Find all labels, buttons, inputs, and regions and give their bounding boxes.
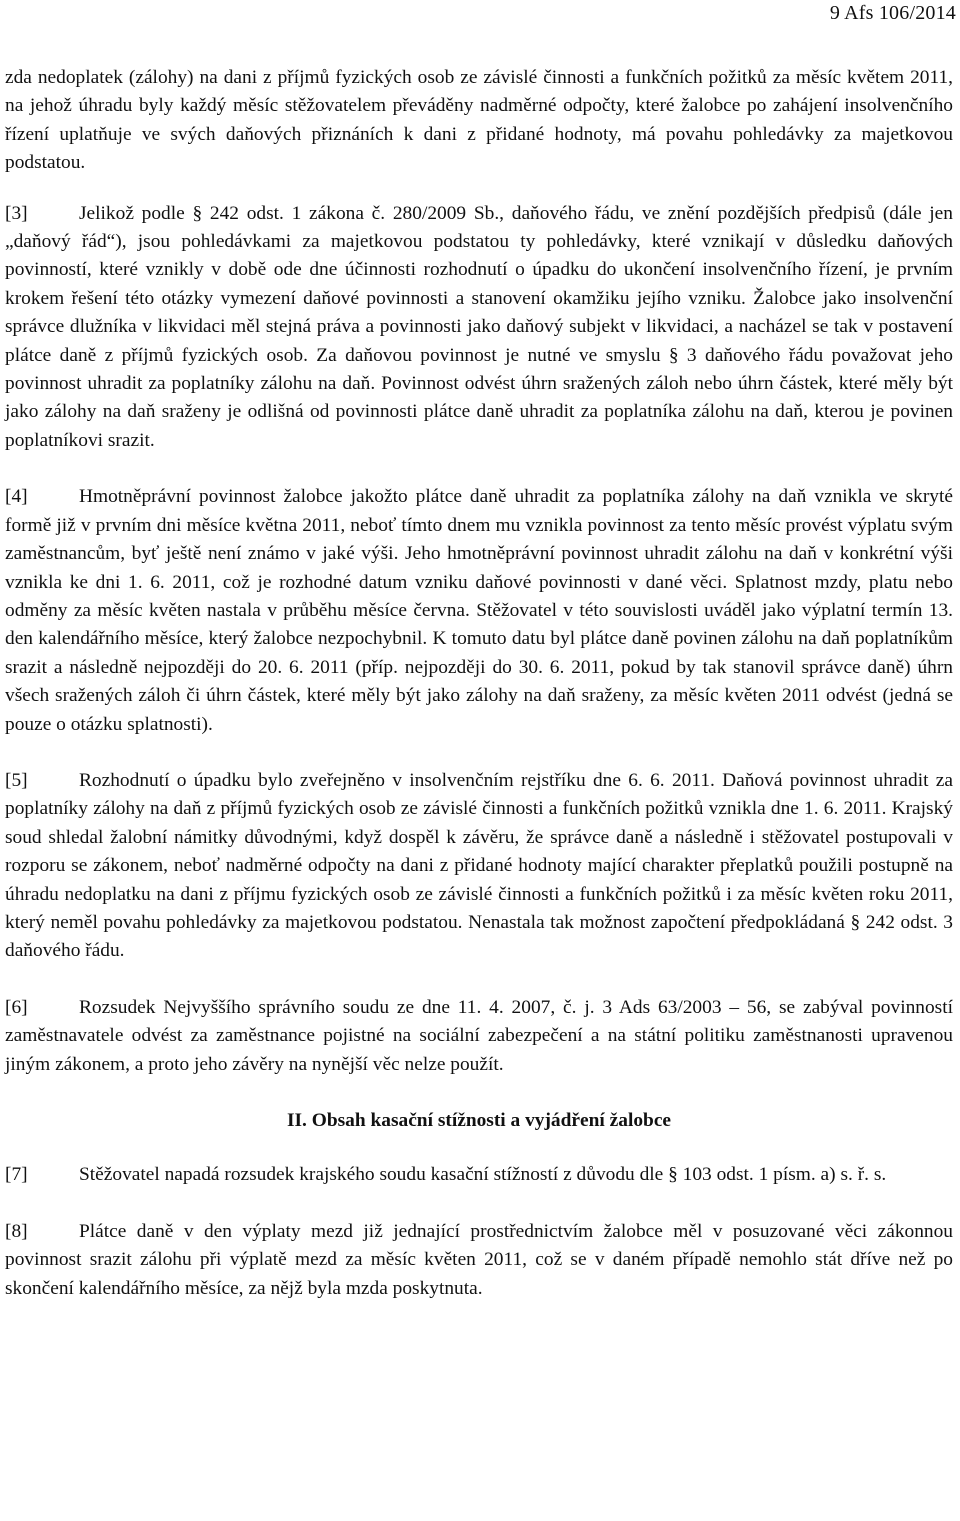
paragraph-number: [5]: [5, 769, 28, 791]
paragraph-text: Jelikož podle § 242 odst. 1 zákona č. 280/2009 Sb., daňového řádu, ve znění pozdějších předpisů (dále jen „daňový řád“), jsou pohledávkami za majetkovou podstatou ty pohledávky, které vznikají v důsledku daňových povinností, které vznikly v době ode dne účinnosti rozhodnutí o úpadku do ukončení insolvenčního řízení, je prvním krokem řešení této otázky vymezení daňové povinnosti a stanovení okamžiku jejího vzniku. Žalobce jako insolvenční správce dlužníka v likvidaci měl stejná práva a povinnosti jako daňový subjekt v likvidaci, a nacházel se tak v postavení plátce daně z příjmů fyzických osob. Za daňovou povinnost je nutné ve smyslu § 3 daňového řádu považovat jeho povinnost uhradit za poplatníky zálohu na daň. Povinnost odvést úhrn sražených záloh nebo úhrn částek, které měly být jako zálohy na daň sraženy je odlišná od povinnosti plátce daně uhradit za poplatníka zálohu na daň, kterou je povinen poplatníkovi srazit.: [5, 202, 953, 451]
paragraph-number: [4]: [5, 486, 28, 508]
paragraph-3: [5, 200, 953, 456]
paragraph-text: Plátce daně v den výplaty mezd již jednající prostřednictvím žalobce měl v posuzované věci zákonnou povinnost srazit zálohu při výplatě mezd za měsíc květen 2011, což se v daném případě nemohlo stát dříve než po skončení kalendářního měsíce, za nějž byla mzda poskytnuta.: [5, 1220, 953, 1299]
paragraph-text: Rozsudek Nejvyššího správního soudu ze dne 11. 4. 2007, č. j. 3 Ads 63/2003 – 56, se zabýval povinností zaměstnavatele odvést za zaměstnance pojistné na sociální zabezpečení a na státní politiku zaměstnanosti upravenou jiným zákonem, a proto jeho závěry na nynější věc nelze použít.: [5, 996, 953, 1075]
paragraph-number: [7]: [5, 1164, 28, 1186]
paragraph-text: Hmotněprávní povinnost žalobce jakožto plátce daně uhradit za poplatníka zálohy na daň vznikla ve skryté formě již v prvním dni měsíce května 2011, neboť tímto dnem mu vznikla povinnost za tento měsíc provést výplatu svým zaměstnancům, byť ještě není známo v jaké výši. Jeho hmotněprávní povinnost uhradit zálohu na daň v konkrétní výši vznikla ke dni 1. 6. 2011, což je rozhodné datum vzniku daňové povinnosti v dané věci. Splatnost mzdy, platu nebo odměny za měsíc květen nastala v průběhu měsíce června. Stěžovatel v této souvislosti uváděl jako výplatní termín 13. den kalendářního měsíce, který žalobce nezpochybnil. K tomuto datu byl plátce daně povinen zálohu na daň poplatníkům srazit a následně nejpozději do 20. 6. 2011 (příp. nejpozději do 30. 6. 2011, pokud by tak stanovil správce daně) úhrn všech sražených záloh či úhrn částek, které měly být jako zálohy na daň sraženy, za měsíc květen 2011 odvést (jedná se pouze o otázku splatnosti).: [5, 486, 953, 735]
paragraph-7: [5, 1161, 953, 1189]
section-heading: II. Obsah kasační stížnosti a vyjádření žalobce: [286, 1110, 672, 1131]
paragraph-8: [5, 1218, 953, 1303]
paragraph-5: [5, 767, 953, 966]
case-reference: 9 Afs 106/2014: [829, 2, 956, 24]
paragraph-number: [8]: [5, 1220, 28, 1242]
paragraph-number: [6]: [5, 996, 28, 1018]
paragraph-6: [5, 994, 953, 1079]
paragraph-number: [3]: [5, 202, 28, 224]
paragraph-4: [5, 483, 953, 739]
paragraph-text: Rozhodnutí o úpadku bylo zveřejněno v insolvenčním rejstříku dne 6. 6. 2011. Daňová povinnost uhradit za poplatníky zálohy na daň z příjmů fyzických osob ze závislé činnosti a funkčních požitků vznikla dne 1. 6. 2011. Krajský soud shledal žalobní námitky důvodnými, když dospěl k závěru, že správce daně a následně i stěžovatel postupovali v rozporu se zákonem, neboť nadměrné odpočty na dani z přidané hodnoty mající charakter přeplatků použili postupně na úhradu nedoplatku na dani z příjmu fyzických osob ze závislé činnosti a funkčních požitků i za měsíc květen roku 2011, který neměl povahu pohledávky za majetkovou podstatou. Nenastala tak možnost započtení předpokládaná § 242 odst. 3 daňového řádu.: [5, 769, 953, 962]
paragraph-text: Stěžovatel napadá rozsudek krajského soudu kasační stížností z důvodu dle § 103 odst. 1 písm. a) s. ř. s.: [79, 1164, 887, 1186]
document-body: [5, 64, 953, 1331]
paragraph-text: zda nedoplatek (zálohy) na dani z příjmů fyzických osob ze závislé činnosti a funkčních požitků za měsíc květem 2011, na jehož úhradu byly každý měsíc stěžovatelem převáděny nadměrné odpočty, které žalobce po zahájení insolvenčního řízení uplatňuje ve svých daňových přiznáních k dani z přidané hodnoty, má povahu pohledávky za majetkovou podstatou.: [5, 67, 953, 174]
continuation-paragraph: [5, 64, 953, 178]
